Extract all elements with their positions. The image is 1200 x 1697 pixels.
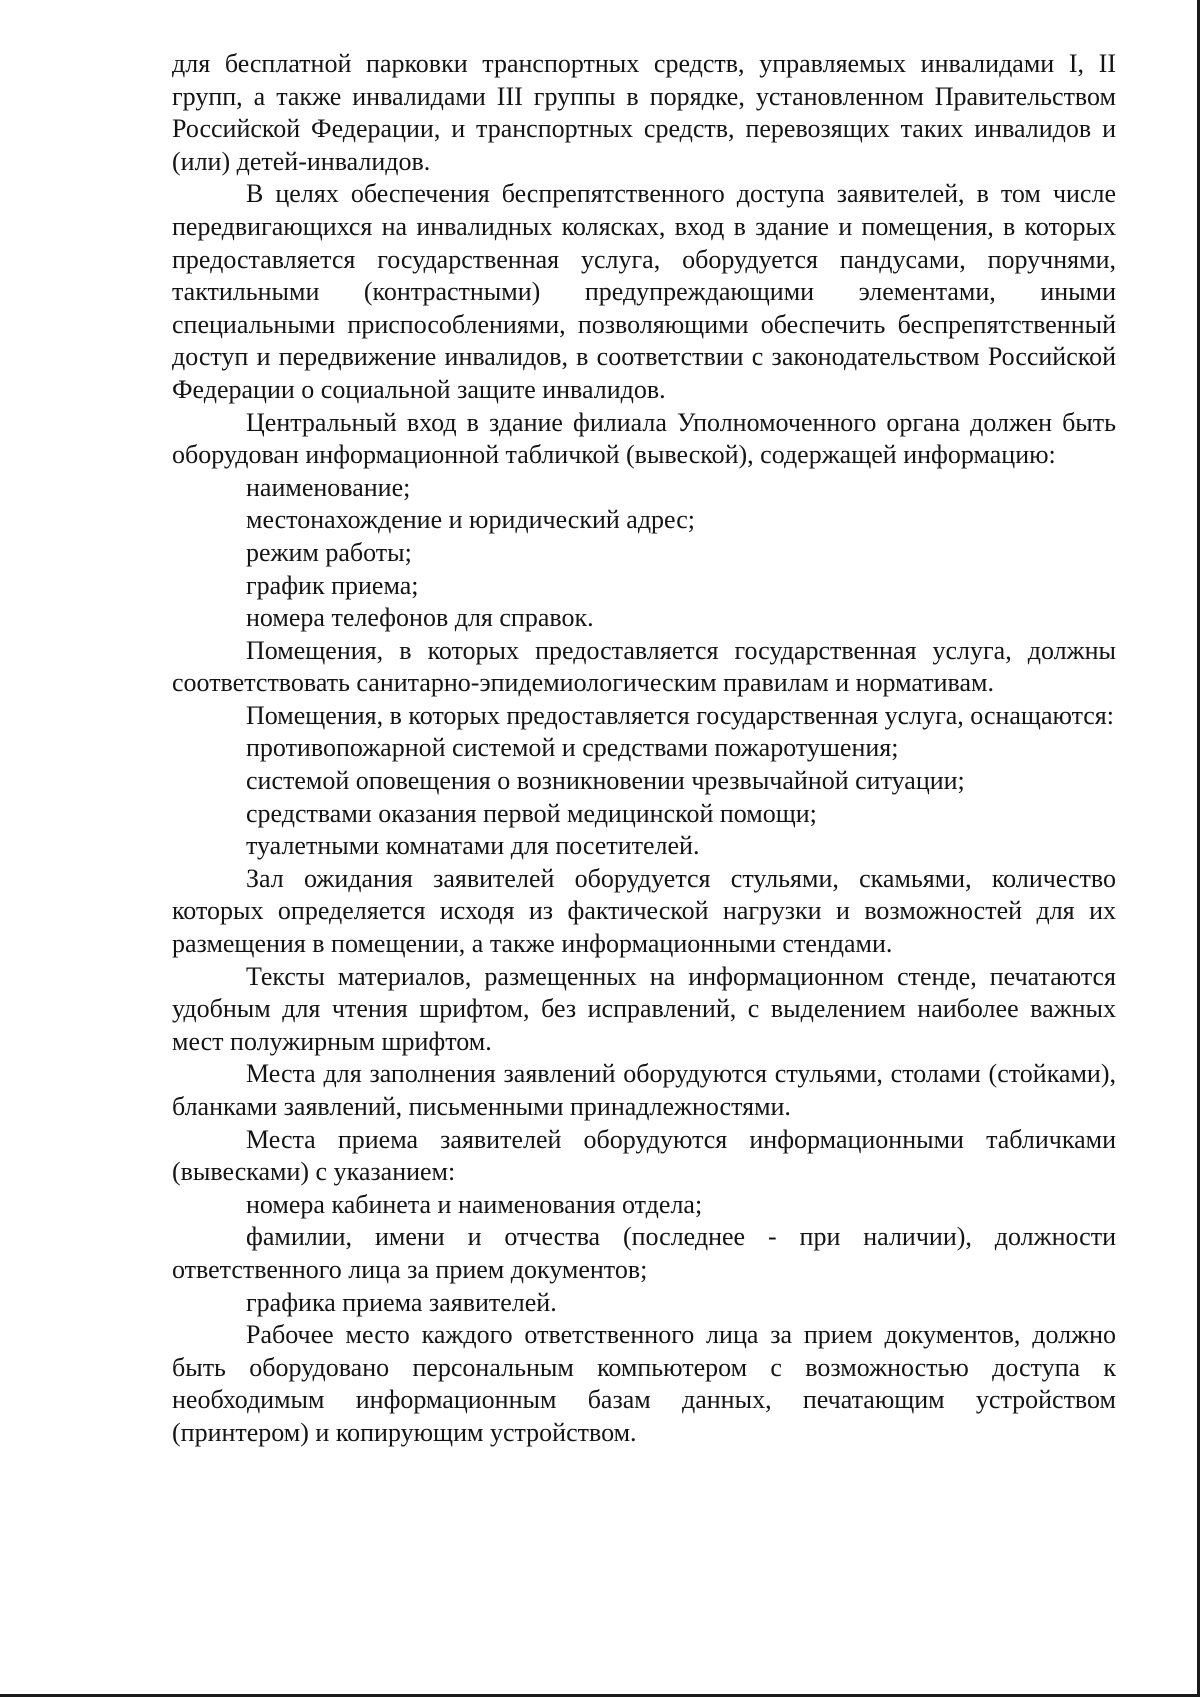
list-item-sign-schedule: график приема; <box>246 570 419 600</box>
paragraph-sanitary: Помещения, в которых предоставляется государственная услуга, должны соответствовать санитарно-эпидемиологическим правилам и нормативам. <box>172 635 1116 698</box>
list-item-sign-address: местонахождение и юридический адрес; <box>246 505 695 535</box>
paragraph-application-places: Места для заполнения заявлений оборудуются стульями, столами (стойками), бланками заявлений, письменными принадлежностями. <box>172 1059 1116 1121</box>
list-item-office-number: номера кабинета и наименования отдела; <box>246 1189 703 1219</box>
paragraph-workplace: Рабочее место каждого ответственного лица за прием документов, должно быть оборудовано персональным компьютером с возможностью доступа к необходимым информационным базам данных, печатающим устройством (принтером) и копирующим устройством. <box>172 1320 1116 1447</box>
paragraph-reception-signs: Места приема заявителей оборудуются информационными табличками (вывесками) с указанием: <box>172 1124 1116 1187</box>
list-item-toilets: туалетными комнатами для посетителей. <box>246 831 700 861</box>
paragraph-accessibility: В целях обеспечения беспрепятственного доступа заявителей, в том числе передвигающихся на инвалидных колясках, вход в здание и помещения, в которых предоставляется государственная услуга, оборудуется пандусами, поручнями, тактильными (контрастными) предупреждающими элементами, иными специальными приспособлениями, позволяющими обеспечить беспрепятственный доступ и передвижение инвалидов, в соответствии с законодательством Российской Федерации о социальной защите инвалидов. <box>172 179 1116 404</box>
paragraph-waiting-hall: Зал ожидания заявителей оборудуется стульями, скамьями, количество которых определяется исходя из фактической нагрузки и возможностей для их размещения в помещении, а также информационными стендами. <box>172 863 1116 959</box>
list-item-sign-phones: номера телефонов для справок. <box>246 603 594 633</box>
paragraph-entrance-sign: Центральный вход в здание филиала Уполномоченного органа должен быть оборудован информационной табличкой (вывеской), содержащей информацию: <box>172 407 1116 470</box>
list-item-first-aid: средствами оказания первой медицинской помощи; <box>246 798 817 828</box>
list-item-responsible-person: фамилии, имени и отчества (последнее - при наличии), должности ответственного лица за прием документов; <box>172 1222 1116 1284</box>
document-body <box>172 48 1116 1450</box>
list-item-reception-schedule: графика приема заявителей. <box>246 1287 557 1317</box>
paragraph-stand-texts: Тексты материалов, размещенных на информационном стенде, печатаются удобным для чтения шрифтом, без исправлений, с выделением наиболее важных мест полужирным шрифтом. <box>172 961 1116 1056</box>
list-item-alert-system: системой оповещения о возникновении чрезвычайной ситуации; <box>246 766 965 796</box>
list-item-sign-name: наименование; <box>246 472 411 502</box>
list-item-fire-system: противопожарной системой и средствами пожаротушения; <box>246 733 899 763</box>
paragraph-parking-continuation: для бесплатной парковки транспортных средств, управляемых инвалидами I, II групп, а также инвалидами III группы в порядке, установленном Правительством Российской Федерации, и транспортных средств, перевозящих таких инвалидов и (или) детей-инвалидов. <box>172 49 1116 176</box>
paragraph-equipment-intro: Помещения, в которых предоставляется государственная услуга, оснащаются: <box>246 700 1114 730</box>
list-item-sign-hours: режим работы; <box>246 537 412 567</box>
